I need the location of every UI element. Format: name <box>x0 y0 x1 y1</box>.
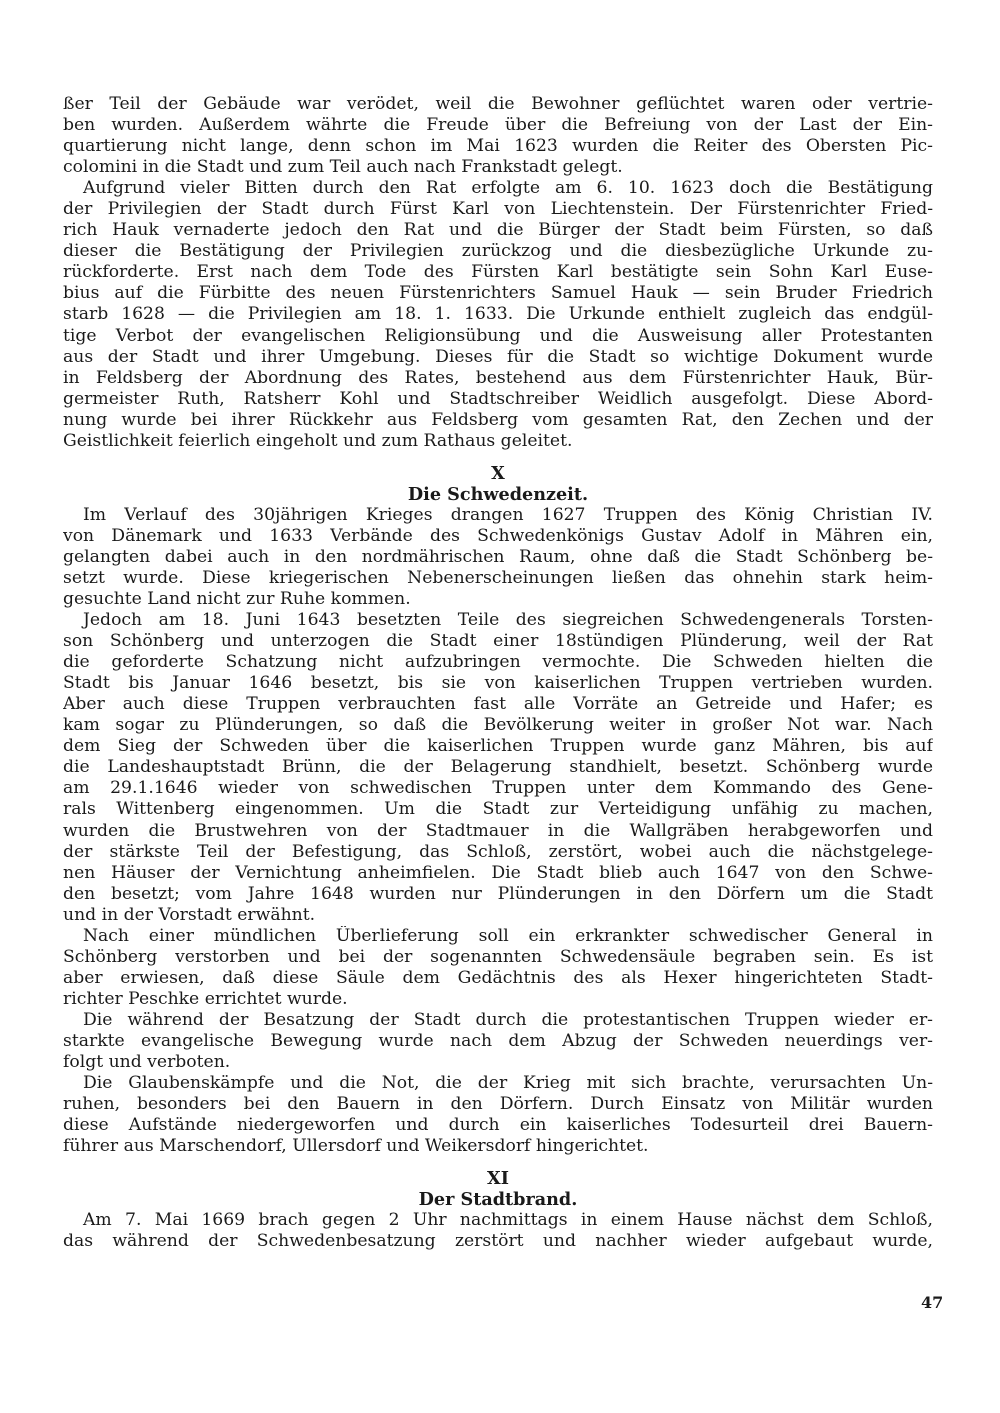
text-line: Am 7. Mai 1669 brach gegen 2 Uhr nachmittags in einem Hause nächst dem Schloß, <box>83 1210 933 1231</box>
text-line: gesuchte Land nicht zur Ruhe kommen. <box>63 588 411 609</box>
text-line: die geforderte Schatzung nicht aufzubringen vermochte. Die Schweden hielten die <box>63 652 933 673</box>
text-line: nung wurde bei ihrer Rückkehr aus Feldsberg vom gesamten Rat, den Zechen und der <box>63 409 933 430</box>
text-line: dieser die Bestätigung der Privilegien zurückzog und die diesbezügliche Urkunde zu- <box>63 241 933 262</box>
text-line: germeister Ruth, Ratsherr Kohl und Stadtschreiber Weidlich ausgefolgt. Diese Abord- <box>63 388 933 409</box>
text-line: der stärkste Teil der Befestigung, das Schloß, zerstört, wobei auch die nächstgelege- <box>63 841 933 862</box>
text-line: Im Verlauf des 30jährigen Krieges drangen 1627 Truppen des König Christian IV. <box>83 504 933 525</box>
text-line: Nach einer mündlichen Überlieferung soll ein erkrankter schwedischer General in <box>83 925 933 946</box>
text-line: aus der Stadt und ihrer Umgebung. Dieses für die Stadt so wichtige Dokument wurde <box>63 346 933 367</box>
text-line: Die Glaubenskämpfe und die Not, die der Krieg mit sich brachte, verursachten Un- <box>83 1073 933 1094</box>
text-line: Stadt bis Januar 1646 besetzt, bis sie von kaiserlichen Truppen vertrieben wurden. <box>63 673 933 694</box>
text-line: und in der Vorstadt erwähnt. <box>63 904 316 925</box>
text-line: diese Aufstände niedergeworfen und durch ein kaiserliches Todesurteil drei Bauern- <box>63 1115 933 1136</box>
paragraph-fire <box>63 1210 933 1252</box>
text-line: ben wurden. Außerdem währte die Freude über die Befreiung von der Last der Ein- <box>63 115 933 136</box>
paragraph-protestants <box>63 1010 933 1073</box>
text-line: führer aus Marschendorf, Ullersdorf und Weikersdorf hingerichtet. <box>63 1136 649 1157</box>
paragraph-legend <box>63 926 933 1010</box>
text-line: die Landeshauptstadt Brünn, die der Belagerung standhielt, besetzt. Schönberg wurde <box>63 757 933 778</box>
page-body <box>63 94 933 1252</box>
text-line: dem Sieg der Schweden über die kaiserlichen Truppen wurde ganz Mähren, bis auf <box>63 736 933 757</box>
text-line: rückforderte. Erst nach dem Tode des Fürsten Karl bestätigte sein Sohn Karl Euse- <box>63 262 933 283</box>
text-line: Schönberg verstorben und bei der sogenannten Schwedensäule begraben sein. Es ist <box>63 946 933 967</box>
text-line: das während der Schwedenbesatzung zerstört und nachher wieder aufgebaut wurde, <box>63 1231 933 1252</box>
text-line: der Privilegien der Stadt durch Fürst Karl von Liechtenstein. Der Fürstenrichter Fried- <box>63 199 933 220</box>
text-line: kam sogar zu Plünderungen, so daß die Bevölkerung weiter in großer Not war. Nach <box>63 715 933 736</box>
paragraph-occupation <box>63 610 933 926</box>
text-line: Die während der Besatzung der Stadt durch die protestantischen Truppen wieder er- <box>83 1009 933 1030</box>
text-line: ruhen, besonders bei den Bauern in den Dörfern. Durch Einsatz von Militär wurden <box>63 1094 933 1115</box>
text-line: starkte evangelische Bewegung wurde nach dem Abzug der Schweden neuerdings ver- <box>63 1030 933 1051</box>
paragraph-privileges <box>63 178 933 452</box>
text-line: aber erwiesen, daß diese Säule dem Gedächtnis des als Hexer hingerichteten Stadt- <box>63 967 933 988</box>
text-line: folgt und verboten. <box>63 1052 231 1073</box>
text-line: rals Wittenberg eingenommen. Um die Stadt zur Verteidigung unfähig zu machen, <box>63 799 933 820</box>
paragraph-continuation <box>63 94 933 178</box>
text-line: quartierung nicht lange, denn schon im Mai 1623 wurden die Reiter des Obersten Pic- <box>63 136 933 157</box>
text-line: von Dänemark und 1633 Verbände des Schwedenkönigs Gustav Adolf in Mähren ein, <box>63 525 933 546</box>
section-title: Der Stadtbrand. <box>418 1189 578 1211</box>
text-line: Geistlichkeit feierlich eingeholt und zum Rathaus geleitet. <box>63 430 573 451</box>
text-line: in Feldsberg der Abordnung des Rates, bestehend aus dem Fürstenrichter Hauk, Bür- <box>63 367 933 388</box>
text-line: am 29.1.1646 wieder von schwedischen Truppen unter dem Kommando des Gene- <box>63 778 933 799</box>
text-line: bius auf die Fürbitte des neuen Fürstenrichters Samuel Hauk — sein Bruder Friedrich <box>63 283 933 304</box>
text-line: colomini in die Stadt und zum Teil auch nach Frankstadt gelegt. <box>63 157 623 178</box>
text-line: Jedoch am 18. Juni 1643 besetzten Teile des siegreichen Schwedengenerals Torsten- <box>83 610 933 631</box>
text-line: Aufgrund vieler Bitten durch den Rat erfolgte am 6. 10. 1623 doch die Bestätigung <box>83 178 933 199</box>
text-line: tige Verbot der evangelischen Religionsübung und die Ausweisung aller Protestanten <box>63 325 933 346</box>
section-title: Die Schwedenzeit. <box>407 483 589 505</box>
text-line: gelangten dabei auch in den nordmährischen Raum, ohne daß die Stadt Schönberg be- <box>63 546 933 567</box>
text-line: son Schönberg und unterzogen die Stadt einer 18stündigen Plünderung, weil der Rat <box>63 631 933 652</box>
text-line: rich Hauk vernaderte jedoch den Rat und die Bürger der Stadt beim Fürsten, so daß <box>63 220 933 241</box>
text-line: setzt wurde. Diese kriegerischen Nebenerscheinungen ließen das ohnehin stark heim- <box>63 567 933 588</box>
section-number: XI <box>487 1168 509 1190</box>
section-number: X <box>491 462 505 484</box>
text-line: nen Häuser der Vernichtung anheimfielen. Die Stadt blieb auch 1647 von den Schwe- <box>63 862 933 883</box>
paragraph-thirty-years-war <box>63 505 933 610</box>
text-line: ßer Teil der Gebäude war verödet, weil die Bewohner geflüchtet waren oder vertrie- <box>63 94 933 114</box>
text-line: richter Peschke errichtet wurde. <box>63 988 348 1009</box>
text-line: Aber auch diese Truppen verbrauchten fast alle Vorräte an Getreide und Hafer; es <box>63 694 933 715</box>
page-number: 47 <box>921 1293 944 1312</box>
text-line: starb 1628 — die Privilegien am 18. 1. 1633. Die Urkunde enthielt zugleich das endgül- <box>63 304 933 325</box>
paragraph-unrest <box>63 1073 933 1157</box>
text-line: wurden die Brustwehren von der Stadtmauer in die Wallgräben herabgeworfen und <box>63 820 933 841</box>
text-line: den besetzt; vom Jahre 1648 wurden nur Plünderungen in den Dörfern um die Stadt <box>63 883 933 904</box>
